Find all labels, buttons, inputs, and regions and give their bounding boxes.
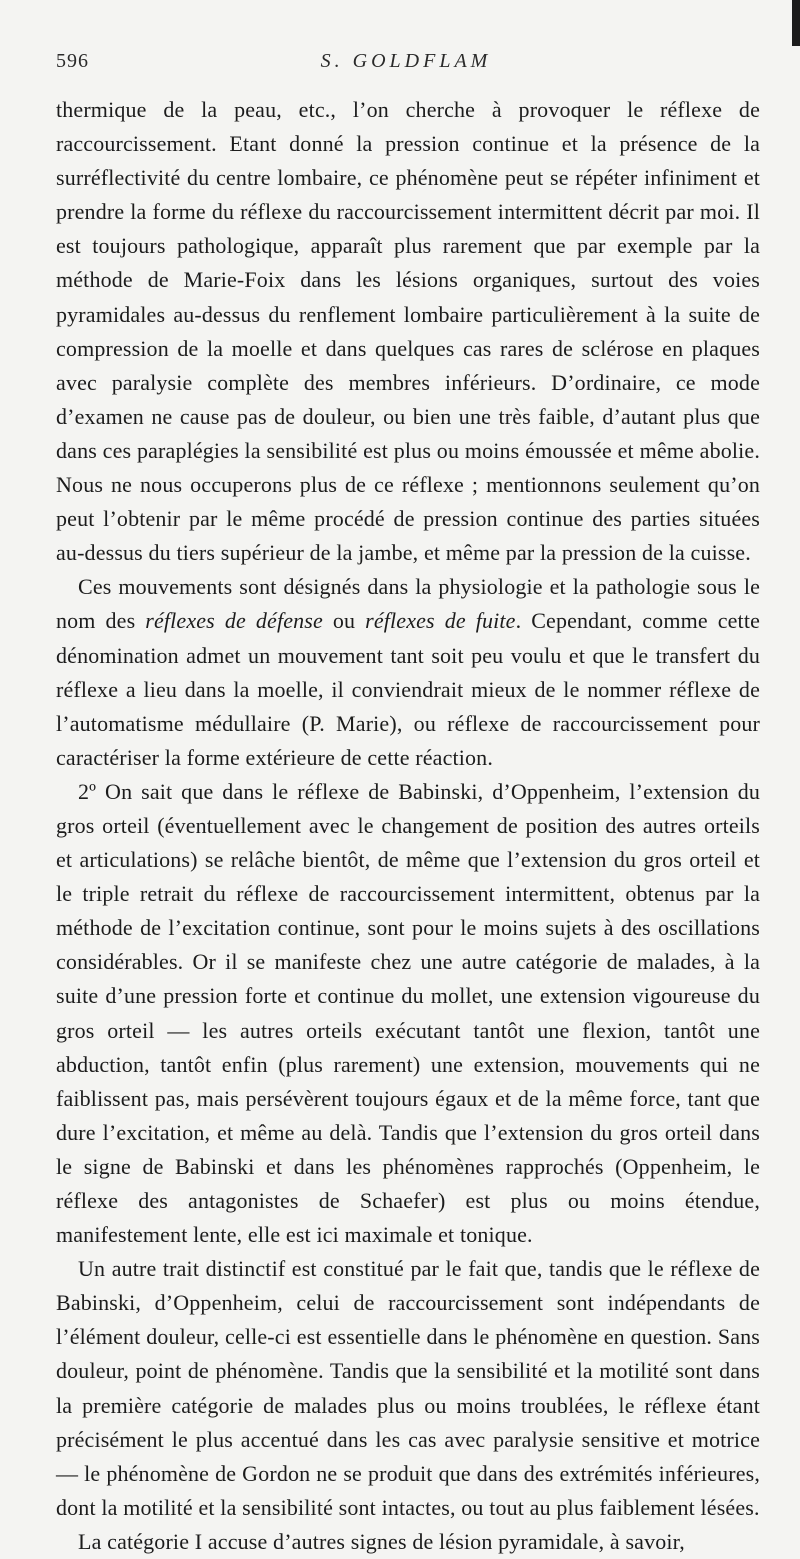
- body-text: [56, 93, 760, 1559]
- paragraph-4: Un autre trait distinctif est constitué par le fait que, tandis que le réflexe de Babinski, d’Oppenheim, celui de raccourcissement sont indépendants de l’élément douleur, celle-ci est essentielle dans le phénomène en question. Sans douleur, point de phénomène. Tandis que la sensibilité et la motilité sont dans la première catégorie de malades plus ou moins troublées, le réflexe étant précisément le plus accentué dans les cas avec paralysie sensitive et motrice — le phénomène de Gordon ne se produit que dans des extrémités inférieures, dont la motilité et la sensibilité sont intactes, ou tout au plus faiblement lésées.: [56, 1256, 760, 1520]
- paragraph-1: thermique de la peau, etc., l’on cherche à provoquer le réflexe de raccourcissement. Etant donné la pression continue et la présence de la surréflectivité du centre lombaire, ce phénomène peut se répéter infiniment et prendre la forme du réflexe du raccourcissement intermittent décrit par moi. Il est toujours pathologique, apparaît plus rarement que par exemple par la méthode de Marie-Foix dans les lésions organiques, surtout des voies pyramidales au-dessus du renflement lombaire particulièrement à la suite de compression de la moelle et dans quelques cas rares de sclérose en plaques avec paralysie complète des membres inférieurs. D’ordinaire, ce mode d’examen ne cause pas de douleur, ou bien une très faible, d’autant plus que dans ces paraplégies la sensibilité est plus ou moins émoussée et même abolie. Nous ne nous occuperons plus de ce réflexe ; mentionnons seulement qu’on peut l’obtenir par le même procédé de pression continue des parties situées au-dessus du tiers supérieur de la jambe, et même par la pression de la cuisse.: [56, 97, 760, 566]
- page-number: 596: [56, 50, 89, 72]
- running-head: S. GOLDFLAM: [320, 50, 492, 72]
- page-header: [56, 50, 756, 80]
- italic-term: réflexes de défense: [145, 608, 323, 634]
- page-edge-mark: [792, 0, 800, 46]
- paragraph-3: 2º On sait que dans le réflexe de Babinski, d’Oppenheim, l’extension du gros orteil (éventuellement avec le changement de position des autres orteils et articulations) se relâche bientôt, de même que l’extension du gros orteil et le triple retrait du réflexe de raccourcissement intermittent, obtenus par la méthode de l’excitation continue, sont pour le moins sujets à des oscillations considérables. Or il se manifeste chez une autre catégorie de malades, à la suite d’une pression forte et continue du mollet, une extension vigoureuse du gros orteil — les autres orteils exécutant tantôt une flexion, tantôt une abduction, tantôt enfin (plus rarement) une extension, mouvements qui ne faiblissent pas, mais persévèrent toujours égaux et de la même force, tant que dure l’excitation, et même au delà. Tandis que l’extension du gros orteil dans le signe de Babinski et dans les phénomènes rapprochés (Oppenheim, le réflexe des antagonistes de Schaefer) est plus ou moins étendue, manifestement lente, elle est ici maximale et tonique.: [56, 778, 760, 1248]
- italic-term: réflexes de fuite: [365, 608, 516, 634]
- paragraph-5: La catégorie I accuse d’autres signes de lésion pyramidale, à savoir,: [78, 1528, 685, 1554]
- paragraph-2: Ces mouvements sont désignés dans la physiologie et la pathologie sous le nom des réflexes de défense ou réflexes de fuite. Cependant, comme cette dénomination admet un mouvement tant soit peu voulu et que le transfert du réflexe a lieu dans la moelle, il conviendrait mieux de le nommer réflexe de l’automatisme médullaire (P. Marie), ou réflexe de raccourcissement pour caractériser la forme extérieure de cette réaction.: [56, 574, 760, 770]
